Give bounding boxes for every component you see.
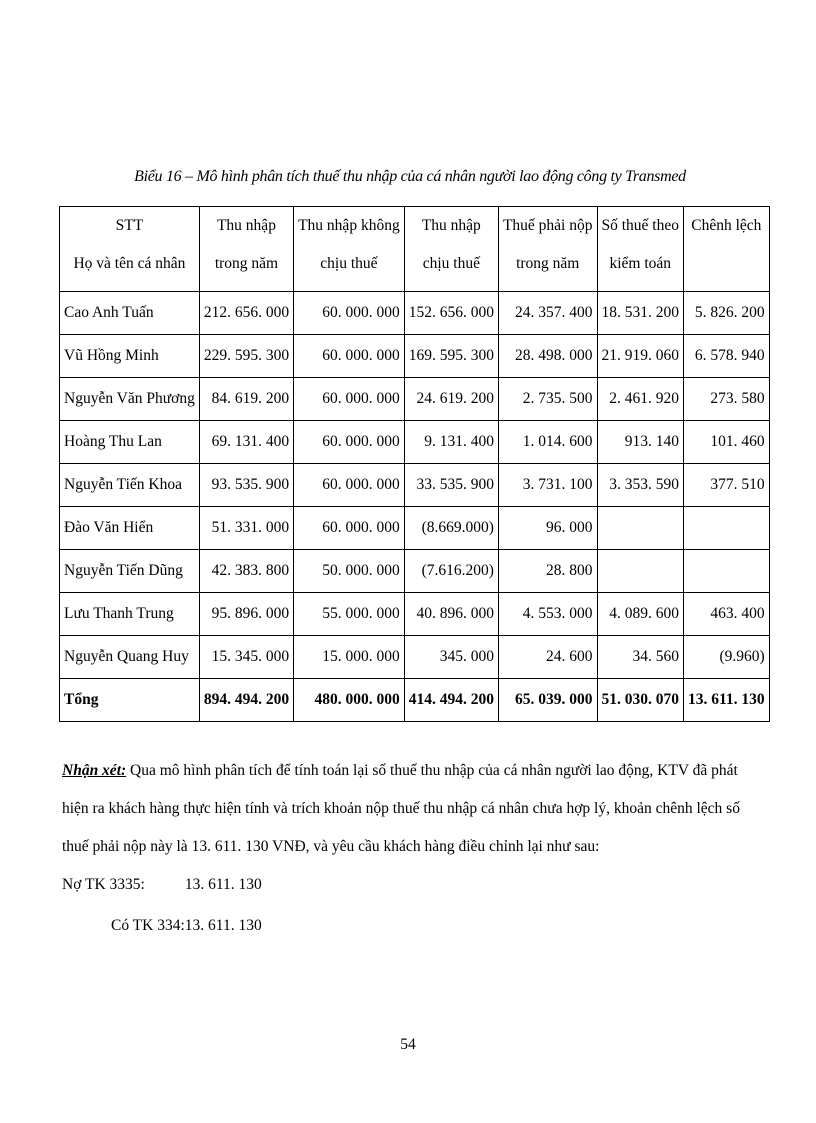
- comment-text: Qua mô hình phân tích để tính toán lại số thuế thu nhập của cá nhân người lao động, KTV đã phát hiện ra khách hàng thực hiện tính và trích khoản nộp thuế thu nhập cá nhân chưa hợp lý, khoản chênh lệch số thuế phải nộp này là 13. 611. 130 VNĐ, và yêu cầu khách hàng điều chỉnh lại như sau:: [62, 762, 740, 855]
- column-header: [60, 207, 200, 292]
- amount-cell: 2. 735. 500: [498, 378, 597, 421]
- column-header-line: Thu nhập: [421, 217, 481, 234]
- comment-paragraph: [62, 752, 752, 866]
- amount-cell: 34. 560: [597, 636, 684, 679]
- column-header-line: trong năm: [214, 255, 279, 272]
- amount-cell: 414. 494. 200: [404, 679, 498, 722]
- table-row: [60, 378, 770, 421]
- column-header-line: Thuế phải nộp: [502, 217, 593, 234]
- amount-cell: [597, 507, 684, 550]
- amount-cell: 60. 000. 000: [294, 421, 405, 464]
- table-row: [60, 550, 770, 593]
- amount-cell: 95. 896. 000: [199, 593, 293, 636]
- amount-cell: 65. 039. 000: [498, 679, 597, 722]
- column-header-line: Chênh lệch: [691, 217, 762, 234]
- amount-cell: 60. 000. 000: [294, 378, 405, 421]
- table-caption: Biểu 16 – Mô hình phân tích thuế thu nhập của cá nhân người lao động công ty Transmed: [134, 168, 686, 185]
- amount-cell: 4. 089. 600: [597, 593, 684, 636]
- amount-cell: 9. 131. 400: [404, 421, 498, 464]
- tax-analysis-table: [59, 206, 770, 722]
- employee-name-cell: Hoàng Thu Lan: [60, 421, 200, 464]
- amount-cell: 60. 000. 000: [294, 507, 405, 550]
- column-header-line: [688, 245, 765, 283]
- amount-cell: 60. 000. 000: [294, 292, 405, 335]
- column-header: [404, 207, 498, 292]
- column-header-line: trong năm: [516, 255, 580, 272]
- employee-name-cell: Đào Văn Hiển: [60, 507, 200, 550]
- amount-cell: 273. 580: [684, 378, 770, 421]
- table-row: [60, 335, 770, 378]
- column-header-line: chịu thuế: [320, 255, 378, 272]
- amount-cell: [684, 550, 770, 593]
- amount-cell: 3. 353. 590: [597, 464, 684, 507]
- amount-cell: 345. 000: [404, 636, 498, 679]
- total-row: [60, 679, 770, 722]
- amount-cell: 69. 131. 400: [199, 421, 293, 464]
- amount-cell: 3. 731. 100: [498, 464, 597, 507]
- amount-cell: 13. 611. 130: [684, 679, 770, 722]
- amount-cell: 894. 494. 200: [199, 679, 293, 722]
- employee-name-cell: Cao Anh Tuấn: [60, 292, 200, 335]
- amount-cell: 55. 000. 000: [294, 593, 405, 636]
- column-header-line: Thu nhập không: [298, 217, 400, 234]
- table-row: [60, 421, 770, 464]
- amount-cell: 21. 919. 060: [597, 335, 684, 378]
- amount-cell: 42. 383. 800: [199, 550, 293, 593]
- table-row: [60, 507, 770, 550]
- column-header-line: Họ và tên cá nhân: [73, 255, 186, 272]
- amount-cell: 24. 600: [498, 636, 597, 679]
- table-row: [60, 464, 770, 507]
- column-header-line: STT: [115, 217, 144, 234]
- amount-cell: 15. 345. 000: [199, 636, 293, 679]
- amount-cell: 40. 896. 000: [404, 593, 498, 636]
- employee-name-cell: Vũ Hồng Minh: [60, 335, 200, 378]
- amount-cell: 229. 595. 300: [199, 335, 293, 378]
- employee-name-cell: Nguyễn Tiến Khoa: [60, 464, 200, 507]
- amount-cell: 2. 461. 920: [597, 378, 684, 421]
- amount-cell: 377. 510: [684, 464, 770, 507]
- column-header: [498, 207, 597, 292]
- page-number: 54: [400, 1036, 416, 1053]
- comment-label: Nhận xét:: [62, 762, 127, 779]
- amount-cell: 5. 826. 200: [684, 292, 770, 335]
- amount-cell: 60. 000. 000: [294, 335, 405, 378]
- amount-cell: 169. 595. 300: [404, 335, 498, 378]
- amount-cell: (7.616.200): [404, 550, 498, 593]
- amount-cell: (9.960): [684, 636, 770, 679]
- employee-name-cell: Tổng: [60, 679, 200, 722]
- column-header: [294, 207, 405, 292]
- amount-cell: 6. 578. 940: [684, 335, 770, 378]
- amount-cell: 1. 014. 600: [498, 421, 597, 464]
- amount-cell: 84. 619. 200: [199, 378, 293, 421]
- column-header-line: chịu thuế: [422, 255, 480, 272]
- column-header: [199, 207, 293, 292]
- amount-cell: 463. 400: [684, 593, 770, 636]
- column-header-line: kiểm toán: [609, 255, 672, 272]
- debit-amount: 13. 611. 130: [184, 876, 262, 893]
- amount-cell: 50. 000. 000: [294, 550, 405, 593]
- table-row: [60, 593, 770, 636]
- amount-cell: 51. 030. 070: [597, 679, 684, 722]
- employee-name-cell: Lưu Thanh Trung: [60, 593, 200, 636]
- amount-cell: 96. 000: [498, 507, 597, 550]
- column-header-line: Thu nhập: [216, 217, 276, 234]
- amount-cell: 24. 619. 200: [404, 378, 498, 421]
- amount-cell: 18. 531. 200: [597, 292, 684, 335]
- amount-cell: 51. 331. 000: [199, 507, 293, 550]
- amount-cell: 101. 460: [684, 421, 770, 464]
- amount-cell: 15. 000. 000: [294, 636, 405, 679]
- table-header-row: [60, 207, 770, 292]
- employee-name-cell: Nguyễn Văn Phương: [60, 378, 200, 421]
- amount-cell: [597, 550, 684, 593]
- employee-name-cell: Nguyễn Quang Huy: [60, 636, 200, 679]
- amount-cell: (8.669.000): [404, 507, 498, 550]
- amount-cell: 152. 656. 000: [404, 292, 498, 335]
- column-header: [684, 207, 770, 292]
- debit-entry: [62, 876, 262, 894]
- amount-cell: 24. 357. 400: [498, 292, 597, 335]
- amount-cell: 480. 000. 000: [294, 679, 405, 722]
- amount-cell: 28. 800: [498, 550, 597, 593]
- table-row: [60, 636, 770, 679]
- credit-entry: Có TK 334:13. 611. 130: [111, 917, 262, 934]
- amount-cell: 913. 140: [597, 421, 684, 464]
- employee-name-cell: Nguyễn Tiến Dũng: [60, 550, 200, 593]
- amount-cell: 212. 656. 000: [199, 292, 293, 335]
- amount-cell: 33. 535. 900: [404, 464, 498, 507]
- debit-label: Nợ TK 3335:: [62, 876, 145, 893]
- column-header-line: Số thuế theo: [601, 217, 679, 234]
- table-row: [60, 292, 770, 335]
- amount-cell: 60. 000. 000: [294, 464, 405, 507]
- amount-cell: 93. 535. 900: [199, 464, 293, 507]
- amount-cell: 4. 553. 000: [498, 593, 597, 636]
- column-header: [597, 207, 684, 292]
- amount-cell: [684, 507, 770, 550]
- amount-cell: 28. 498. 000: [498, 335, 597, 378]
